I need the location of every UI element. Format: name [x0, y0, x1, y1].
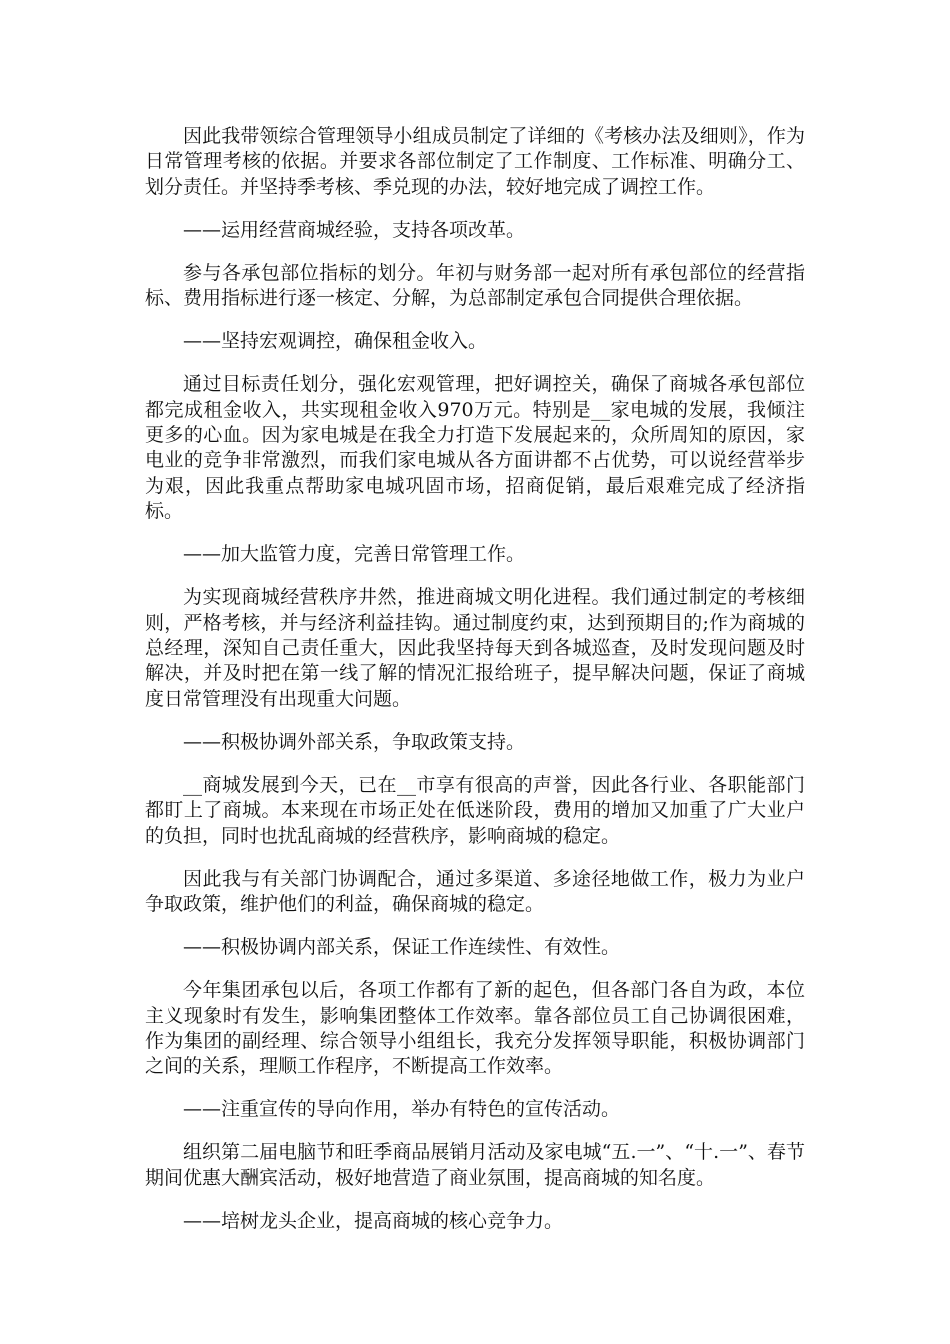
paragraph: __商城发展到今天，已在__市享有很高的声誉，因此各行业、各职能部门都盯上了商城。本来现在市场正处在低迷阶段，费用的增加又加重了广大业户的负担，同时也扰乱商城的经营秩序，影响商城的稳定。	[145, 773, 805, 847]
paragraph: 组织第二届电脑节和旺季商品展销月活动及家电城“五.一”、“十.一”、春节期间优惠大酬宾活动，极好地营造了商业氛围，提高商城的知名度。	[145, 1141, 805, 1189]
paragraph: 今年集团承包以后，各项工作都有了新的起色，但各部门各自为政，本位主义现象时有发生，影响集团整体工作效率。靠各部位员工自己协调很困难，作为集团的副经理、综合领导小组组长，我充分发挥领导职能，积极协调部门之间的关系，理顺工作程序，不断提高工作效率。	[145, 979, 805, 1078]
section-heading: ——注重宣传的导向作用，举办有特色的宣传活动。	[183, 1098, 621, 1121]
paragraph: 通过目标责任划分，强化宏观管理，把好调控关，确保了商城各承包部位都完成租金收入，共实现租金收入970万元。特别是__家电城的发展，我倾注更多的心血。因为家电城是在我全力打造下发展起来的，众所周知的原因，家电业的竞争非常激烈，而我们家电城从各方面讲都不占优势，可以说经营举步为艰，因此我重点帮助家电城巩固市场，招商促销，最后艰难完成了经济指标。	[145, 373, 805, 523]
section-heading: ——积极协调内部关系，保证工作连续性、有效性。	[183, 936, 621, 959]
section-heading: ——运用经营商城经验，支持各项改革。	[183, 218, 526, 241]
document-page	[145, 124, 805, 1252]
section-heading: ——坚持宏观调控，确保租金收入。	[183, 330, 488, 353]
paragraph: 为实现商城经营秩序井然，推进商城文明化进程。我们通过制定的考核细则，严格考核，并与经济利益挂钩。通过制度约束，达到预期目的;作为商城的总经理，深知自己责任重大，因此我坚持每天到各城巡查，及时发现问题及时解决，并及时把在第一线了解的情况汇报给班子，提早解决问题，保证了商城度日常管理没有出现重大问题。	[145, 586, 805, 710]
section-heading: ——加大监管力度，完善日常管理工作。	[183, 543, 526, 566]
section-heading: ——积极协调外部关系，争取政策支持。	[183, 730, 526, 753]
paragraph: 参与各承包部位指标的划分。年初与财务部一起对所有承包部位的经营指标、费用指标进行逐一核定、分解，为总部制定承包合同提供合理依据。	[145, 261, 805, 310]
paragraph: 因此我与有关部门协调配合，通过多渠道、多途径地做工作，极力为业户争取政策，维护他们的利益，确保商城的稳定。	[145, 867, 805, 916]
paragraph: 因此我带领综合管理领导小组成员制定了详细的《考核办法及细则》，作为日常管理考核的依据。并要求各部位制定了工作制度、工作标准、明确分工、划分责任。并坚持季考核、季兑现的办法，较好地完成了调控工作。	[145, 125, 805, 198]
section-heading: ——培树龙头企业，提高商城的核心竞争力。	[183, 1209, 564, 1232]
